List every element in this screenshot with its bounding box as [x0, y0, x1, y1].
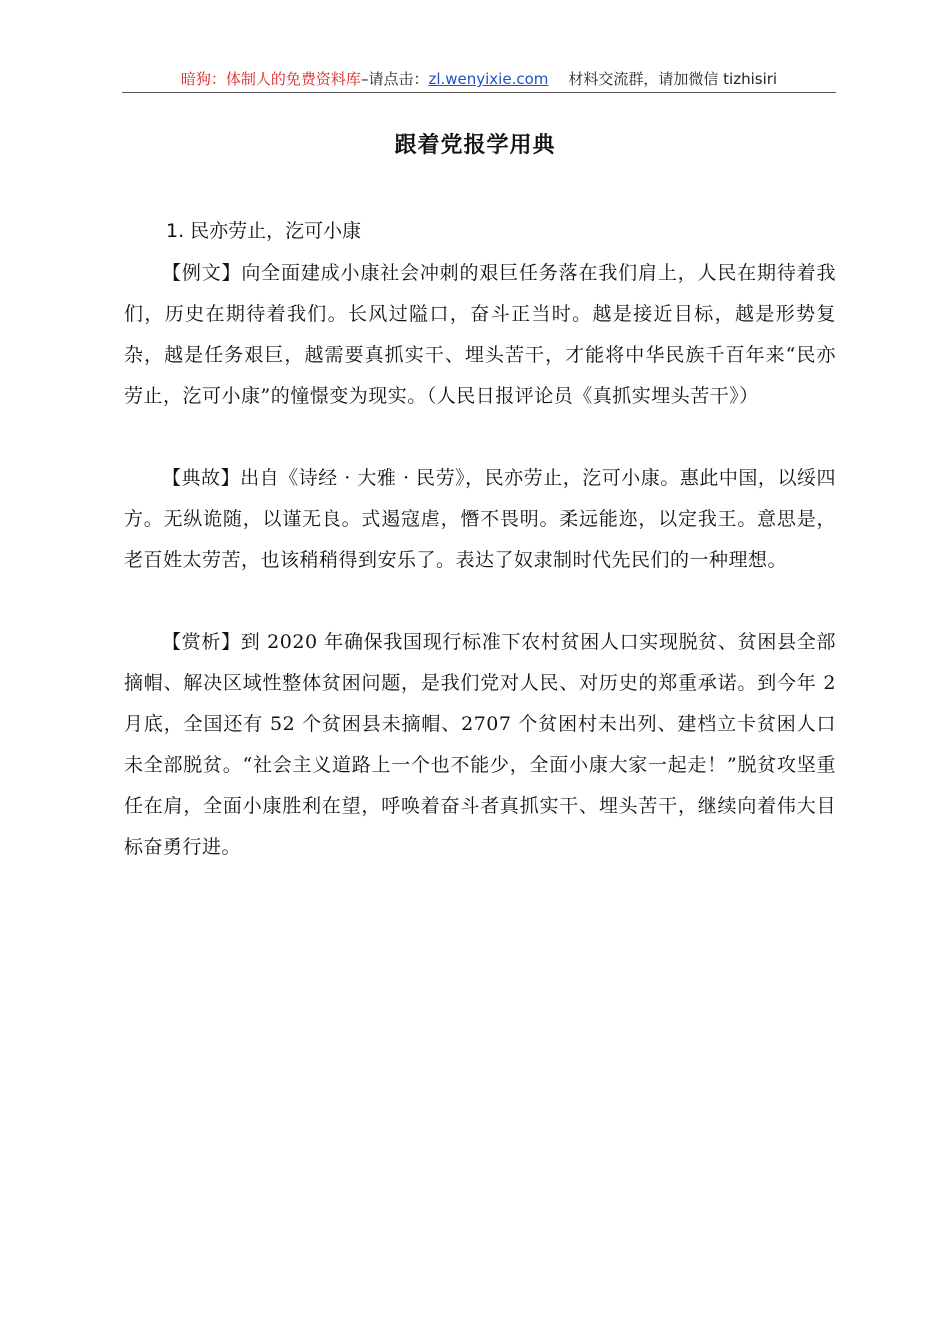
document-title: 跟着党报学用典 [394, 132, 556, 158]
example-paragraph: 【例文】向全面建成小康社会冲刺的艰巨任务落在我们肩上，人民在期待着我们，历史在期待着我们。长风过隘口，奋斗正当时。越是接近目标，越是形势复杂，越是任务艰巨，越需要真抓实干、埋头苦干，才能将中华民族千百年来“民亦劳止，汔可小康”的憧憬变为现实。（人民日报评论员《真抓实埋头苦干》） [124, 262, 836, 407]
section-heading: 1. 民亦劳止，汔可小康 [166, 220, 362, 242]
header-contact-text: 材料交流群，请加微信 tizhisiri [568, 70, 778, 88]
source-story-paragraph: 【典故】出自《诗经 · 大雅 · 民劳》，民亦劳止，汔可小康。惠此中国，以绥四方。无纵诡随，以谨无良。式遏寇虐，憯不畏明。柔远能迩，以定我王。意思是，老百姓太劳苦，也该稍稍得到安乐了。表达了奴隶制时代先民们的一种理想。 [124, 467, 836, 571]
header-site-link[interactable]: zl.wenyixie.com [428, 70, 549, 88]
appreciation-paragraph: 【赏析】到 2020 年确保我国现行标准下农村贫困人口实现脱贫、贫困县全部摘帽、解决区域性整体贫困问题，是我们党对人民、对历史的郑重承诺。到今年 2 月底，全国还有 52 个贫困县未摘帽、2707 个贫困村未出列、建档立卡贫困人口未全部脱贫。“社会主义道路上一个也不能少，全面小康大家一起走！”脱贫攻坚重任在肩，全面小康胜利在望，呼唤着奋斗者真抓实干、埋头苦干，继续向着伟大目标奋勇行进。 [124, 631, 836, 858]
header-click-text: –请点击： [360, 70, 429, 88]
header-brand-text: 暗狗：体制人的免费资料库 [180, 70, 361, 88]
page-header [122, 66, 836, 93]
